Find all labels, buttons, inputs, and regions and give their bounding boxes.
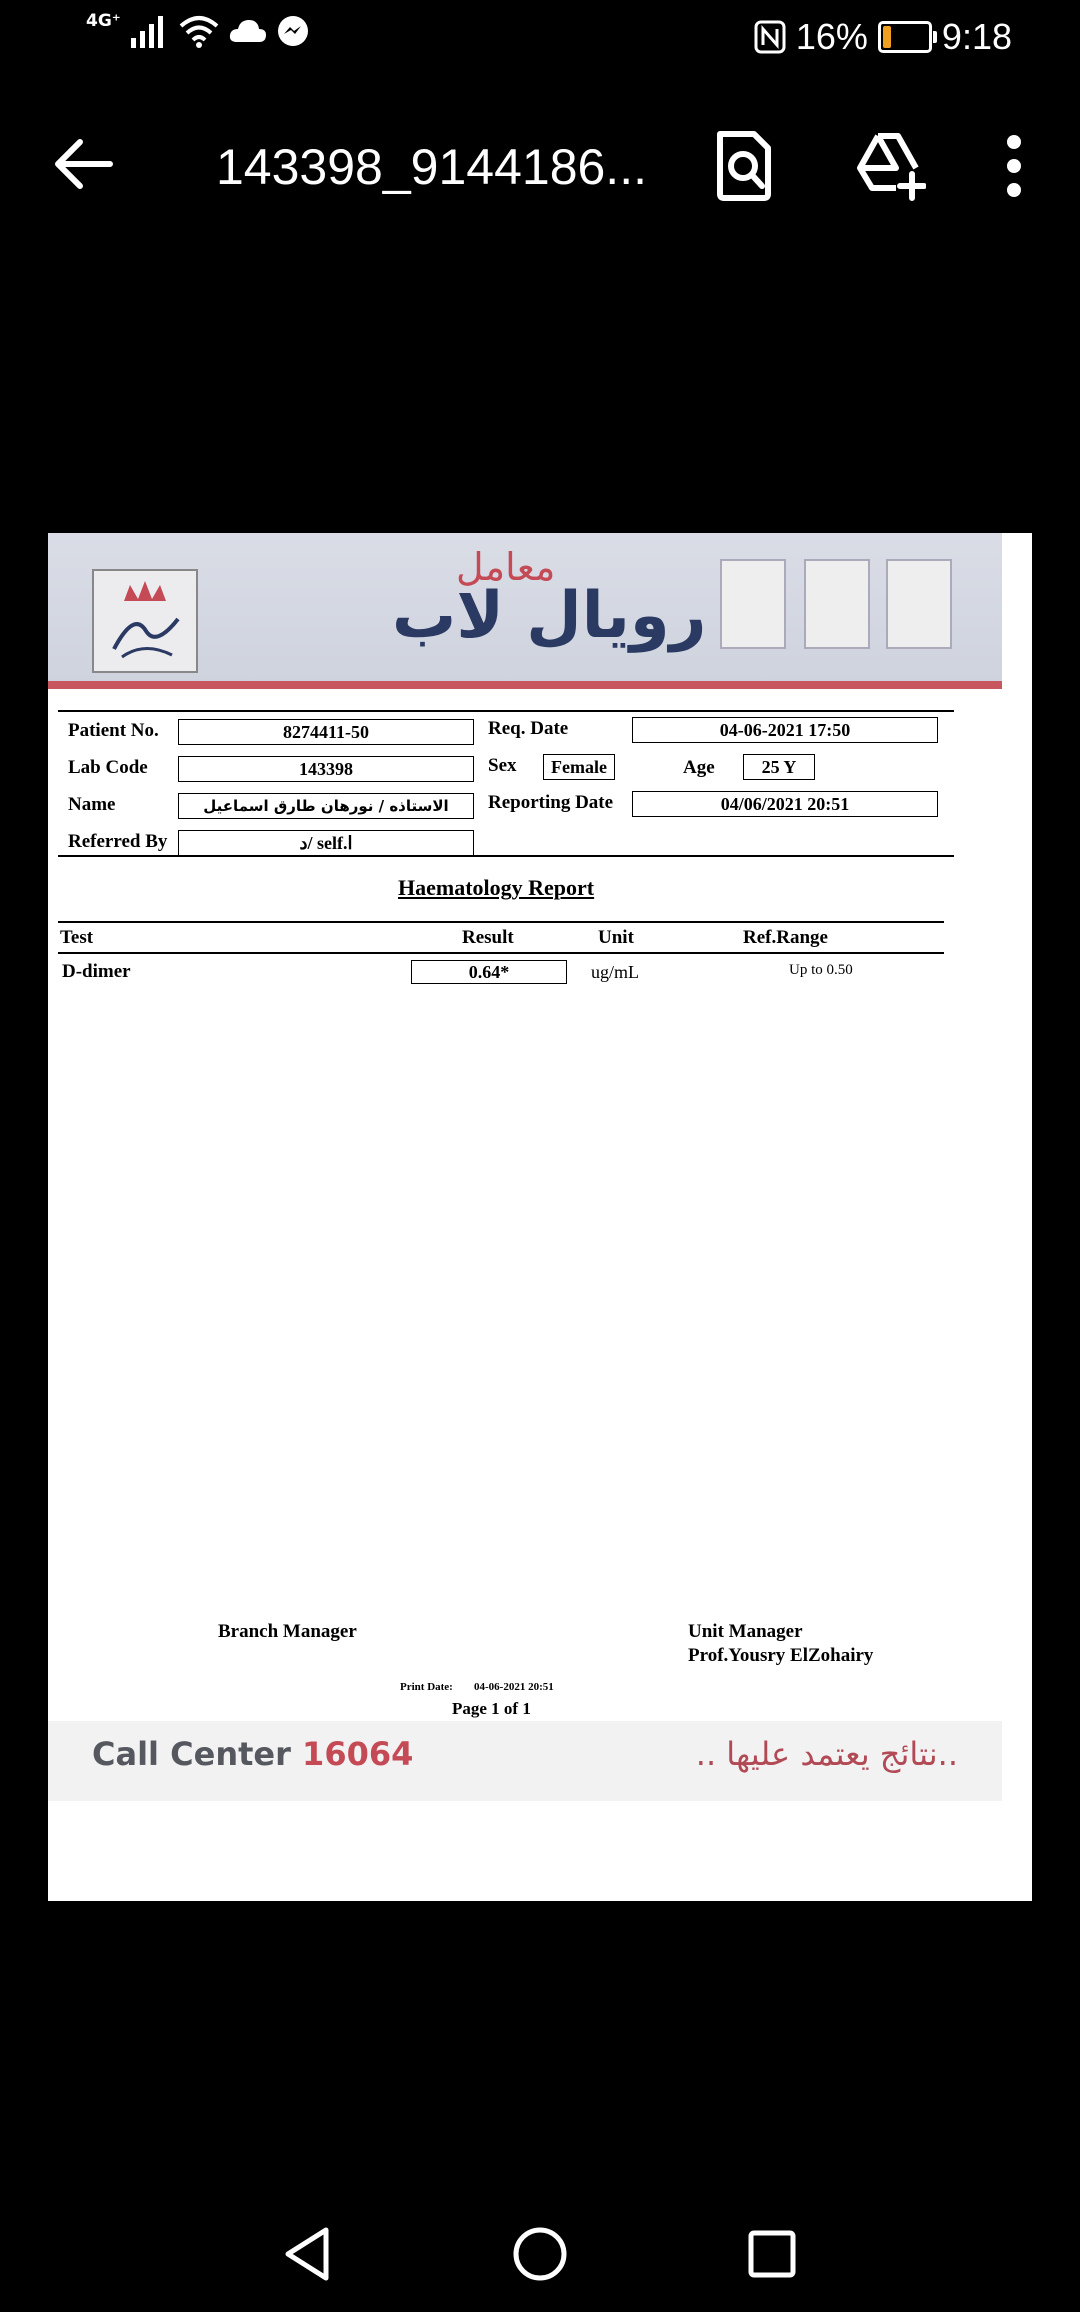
test-ref-range: Up to 0.50	[789, 962, 853, 978]
square-recents-icon	[742, 2224, 802, 2284]
unit-manager-label: Unit Manager	[688, 1621, 803, 1642]
document-title: 143398_9144186...	[216, 139, 647, 195]
signal-icon	[131, 14, 169, 48]
reporting-date-value: 04/06/2021 20:51	[632, 791, 938, 817]
column-header-ref-range: Ref.Range	[743, 927, 828, 948]
print-date-value: 04-06-2021 20:51	[474, 1681, 554, 1693]
battery-icon	[878, 21, 932, 53]
branch-manager-label: Branch Manager	[218, 1621, 357, 1642]
sex-value: Female	[543, 754, 615, 780]
back-button[interactable]	[50, 134, 120, 194]
more-vert-icon	[990, 130, 1038, 202]
status-bar	[0, 0, 1080, 84]
document-page[interactable]	[48, 533, 1032, 1901]
column-header-test: Test	[60, 927, 94, 948]
brand-title: رويال لاب	[392, 579, 707, 653]
nav-back-button[interactable]	[278, 2224, 338, 2284]
clock: 9:18	[941, 16, 1012, 57]
name-value: الاستاذه / نورهان طارق اسماعيل	[178, 793, 474, 819]
certification-badge-1	[720, 559, 786, 649]
cloud-icon	[229, 18, 267, 44]
referred-by-value: د/ self.ا	[178, 830, 474, 856]
lab-header-banner	[48, 533, 1002, 689]
arrow-left-icon	[50, 134, 120, 194]
navigation-bar	[0, 2200, 1080, 2312]
more-options-button[interactable]	[990, 130, 1038, 202]
brand-subtitle: معامل	[456, 545, 556, 589]
report-title: Haematology Report	[398, 875, 595, 900]
patient-no-label: Patient No.	[68, 720, 159, 741]
royal-lab-logo	[92, 569, 198, 673]
test-name: D-dimer	[62, 961, 131, 982]
footer-banner	[48, 1721, 1002, 1801]
battery-percent: 16%	[795, 16, 868, 57]
lab-code-label: Lab Code	[68, 757, 148, 778]
battery-fill	[883, 26, 891, 48]
req-date-value: 04-06-2021 17:50	[632, 717, 938, 743]
column-header-result: Result	[462, 927, 514, 948]
print-date-label: Print Date:	[400, 1681, 453, 1693]
nav-recents-button[interactable]	[742, 2224, 802, 2284]
nav-home-button[interactable]	[510, 2224, 570, 2284]
network-type: 4G⁺	[86, 11, 121, 31]
patient-no-value: 8274411-50	[178, 719, 474, 745]
unit-manager-name: Prof.Yousry ElZohairy	[688, 1645, 874, 1666]
call-center-label: Call Center	[92, 1735, 291, 1773]
app-bar	[0, 120, 1080, 210]
document-search-icon	[710, 128, 780, 202]
column-header-unit: Unit	[598, 927, 634, 948]
name-label: Name	[68, 794, 116, 815]
call-center	[92, 1735, 413, 1773]
age-value: 25 Y	[743, 754, 815, 780]
messenger-icon	[277, 15, 309, 47]
sex-label: Sex	[488, 755, 517, 776]
certification-badge-2	[804, 559, 870, 649]
search-in-document-button[interactable]	[710, 128, 780, 202]
circle-home-icon	[510, 2224, 570, 2284]
referred-by-label: Referred By	[68, 831, 168, 852]
test-result: 0.64*	[411, 960, 567, 984]
add-to-drive-button[interactable]	[852, 128, 926, 202]
triangle-back-icon	[278, 2224, 338, 2284]
certification-badge-3	[886, 559, 952, 649]
page-info: Page 1 of 1	[452, 1699, 531, 1718]
test-unit: ug/mL	[591, 962, 639, 982]
nfc-icon	[754, 20, 786, 54]
table-header-rule	[58, 952, 944, 954]
call-center-number: 16064	[302, 1735, 414, 1773]
req-date-label: Req. Date	[488, 718, 569, 739]
divider	[58, 855, 954, 857]
lab-code-value: 143398	[178, 756, 474, 782]
reporting-date-label: Reporting Date	[488, 792, 614, 813]
drive-add-icon	[852, 128, 926, 202]
divider	[58, 710, 954, 712]
age-label: Age	[683, 757, 715, 778]
tagline: ..نتائج يعتمد عليها ..	[695, 1735, 958, 1773]
table-top-rule	[58, 921, 944, 923]
wifi-icon	[179, 14, 219, 48]
